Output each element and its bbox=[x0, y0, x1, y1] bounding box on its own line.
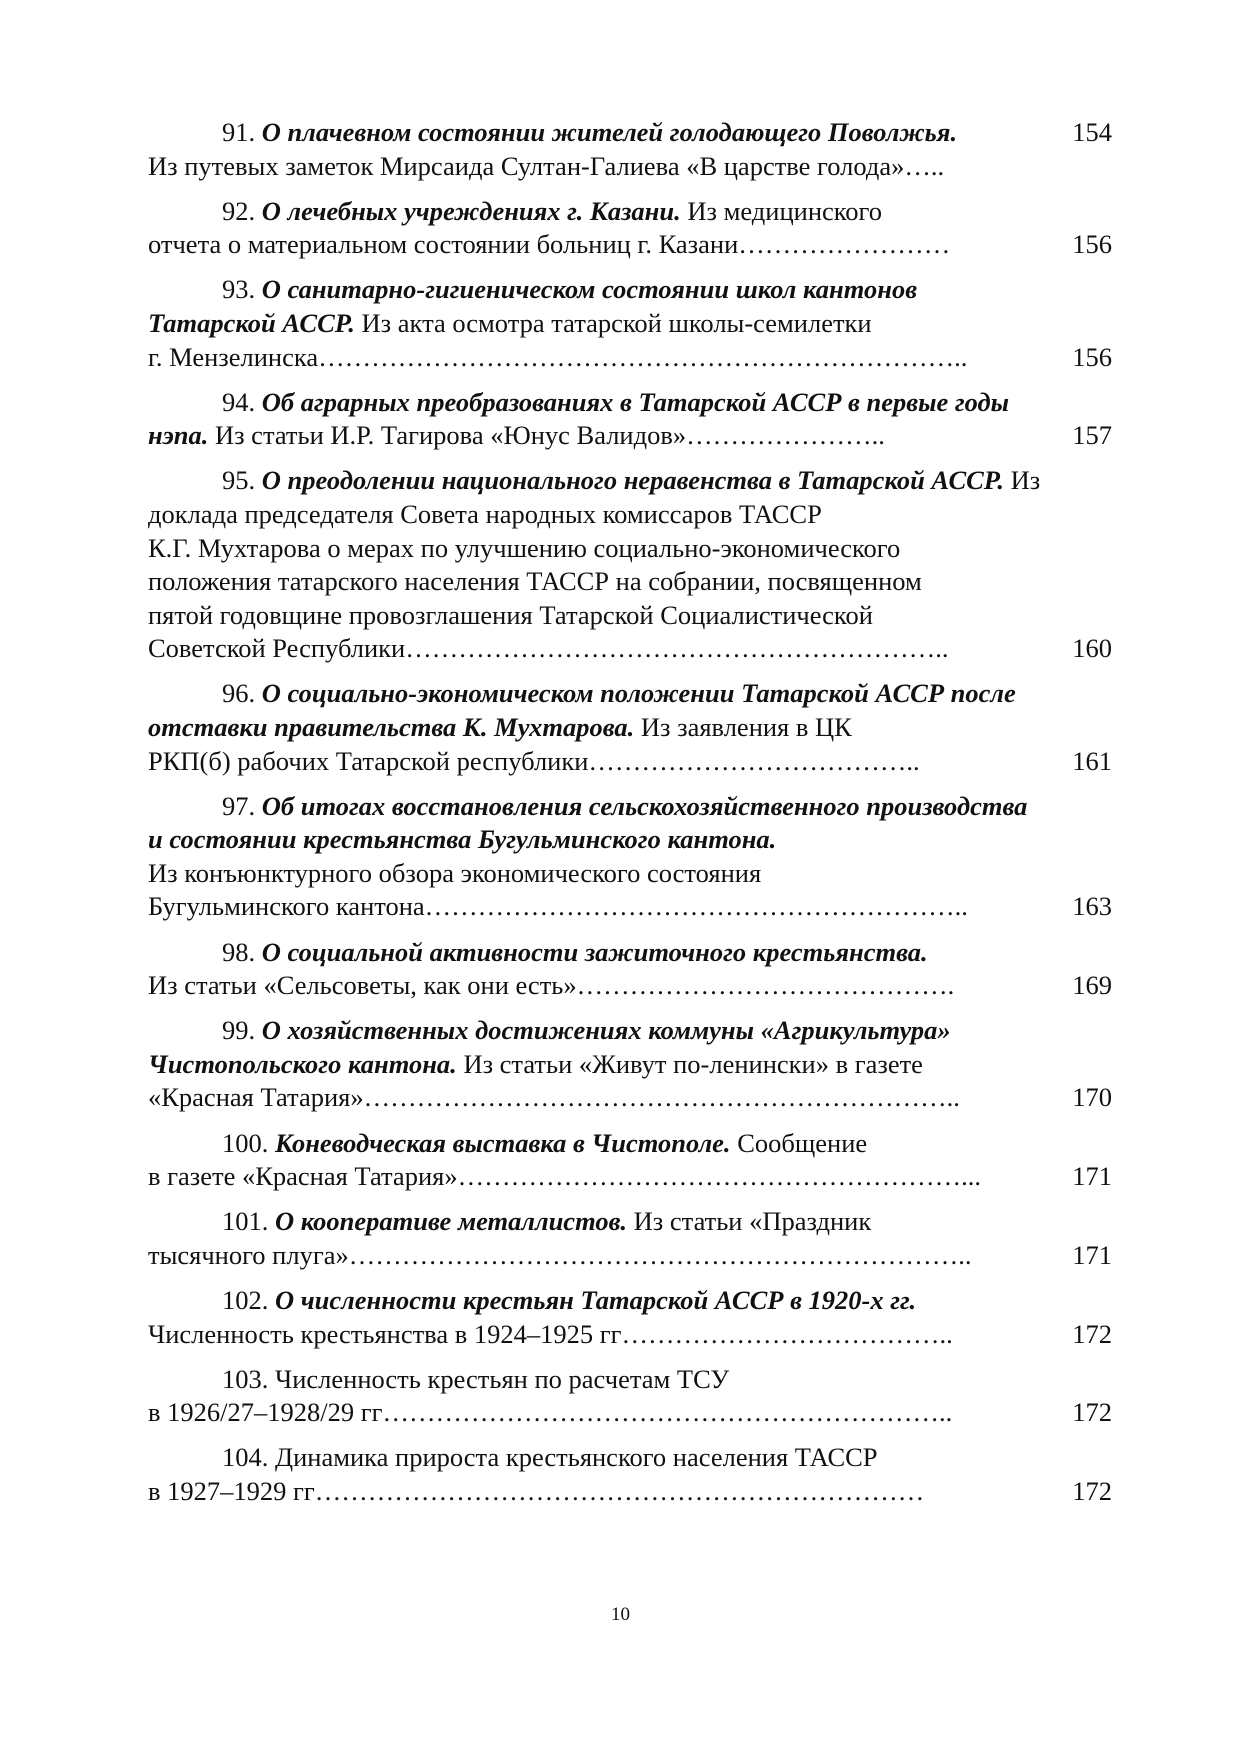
entry-number: 91. bbox=[222, 117, 256, 147]
entry-line: Из конъюнктурного обзора экономического состояния bbox=[148, 857, 762, 888]
entry-page-ref: 156 bbox=[1072, 229, 1112, 260]
entry-page-ref: 169 bbox=[1072, 970, 1112, 1001]
toc-entry-100 bbox=[148, 1127, 1112, 1194]
entry-title: Коневодческая выставка в Чистополе. bbox=[275, 1127, 731, 1158]
entry-line: пятой годовщине провозглашения Татарской Социалистической bbox=[148, 599, 873, 630]
entry-heading bbox=[148, 936, 1048, 970]
entry-page-ref: 154 bbox=[1072, 117, 1112, 147]
toc-entry-92 bbox=[148, 195, 1112, 262]
entry-page-ref: 172 bbox=[1072, 1397, 1112, 1428]
entry-line: положения татарского населения ТАССР на собрании, посвященном bbox=[148, 566, 922, 597]
entry-title: О социально-экономическом положении Татарской АССР после отставки правительства К. Мухтарова. bbox=[148, 678, 1016, 742]
table-of-contents bbox=[148, 116, 1112, 1520]
entry-line: РКП(б) рабочих Татарской республики……………………………….. bbox=[148, 745, 920, 776]
entry-line: Численность крестьянства в 1924–1925 гг……………………………….. bbox=[148, 1318, 953, 1349]
entry-heading bbox=[148, 790, 1048, 857]
entry-heading bbox=[148, 116, 1048, 150]
entry-title: О хозяйственных достижениях коммуны «Агрикультура» Чистопольского кантона. bbox=[148, 1015, 951, 1079]
entry-text: Сообщение bbox=[730, 1127, 868, 1158]
entry-text: Динамика прироста крестьянского населения ТАССР bbox=[268, 1442, 878, 1473]
entry-number: 103. bbox=[222, 1363, 269, 1394]
entry-line: Бугульминского кантона…………………………………………………….. bbox=[148, 891, 968, 922]
entry-title: О плачевном состоянии жителей голодающего Поволжья. bbox=[261, 117, 958, 147]
toc-entry-96 bbox=[148, 677, 1112, 778]
entry-line: в 1927–1929 гг…………………………………………………………… bbox=[148, 1475, 925, 1506]
entry-text: Из медицинского bbox=[680, 195, 883, 226]
entry-heading bbox=[148, 1205, 1048, 1239]
entry-number: 98. bbox=[222, 936, 256, 967]
page-number: 10 bbox=[611, 1604, 630, 1625]
entry-number: 92. bbox=[222, 195, 256, 226]
entry-page-ref: 161 bbox=[1072, 745, 1112, 776]
entry-line: в газете «Красная Татария»…………………………………………………... bbox=[148, 1161, 981, 1192]
entry-number: 97. bbox=[222, 790, 256, 821]
toc-entry-102 bbox=[148, 1284, 1112, 1351]
toc-entry-97 bbox=[148, 790, 1112, 924]
entry-page-ref: 172 bbox=[1072, 1318, 1112, 1349]
entry-number: 102. bbox=[222, 1284, 269, 1315]
entry-number: 104. bbox=[222, 1442, 269, 1473]
entry-line: Из путевых заметок Мирсаида Султан-Галиева «В царстве голода»….. bbox=[148, 150, 945, 181]
entry-number: 101. bbox=[222, 1206, 269, 1237]
entry-page-ref: 171 bbox=[1072, 1161, 1112, 1192]
entry-title: О лечебных учреждениях г. Казани. bbox=[261, 195, 681, 226]
entry-heading bbox=[148, 1363, 1048, 1397]
entry-title: О социальной активности зажиточного крестьянства. bbox=[261, 936, 928, 967]
entry-line: тысячного плуга»…………………………………………………………….. bbox=[148, 1239, 972, 1270]
entry-line: Советской Республики…………………………………………………….. bbox=[148, 633, 949, 664]
entry-heading bbox=[148, 273, 1048, 340]
entry-title: Об аграрных преобразованиях в Татарской АССР в первые годы нэпа. bbox=[148, 386, 1010, 451]
entry-line: г. Мензелинска……………………………………………………………….. bbox=[148, 341, 968, 372]
entry-page-ref: 157 bbox=[1072, 420, 1112, 451]
entry-title: О кооперативе металлистов. bbox=[275, 1206, 628, 1237]
entry-number: 94. bbox=[222, 386, 256, 417]
toc-entry-104 bbox=[148, 1441, 1112, 1508]
entry-heading bbox=[148, 1441, 1048, 1475]
toc-entry-95 bbox=[148, 464, 1112, 666]
entry-page-ref: 171 bbox=[1072, 1239, 1112, 1270]
entry-text: Из статьи «Праздник bbox=[627, 1206, 872, 1237]
entry-number: 95. bbox=[222, 465, 256, 496]
entry-page-ref: 156 bbox=[1072, 341, 1112, 372]
entry-text: Из акта осмотра татарской школы-семилетки bbox=[354, 307, 872, 338]
entry-heading bbox=[148, 195, 1048, 229]
entry-text: Из статьи И.Р. Тагирова «Юнус Валидов»………………….. bbox=[208, 420, 885, 451]
entry-text: Из статьи «Живут по-ленински» в газете bbox=[456, 1048, 923, 1079]
entry-heading bbox=[148, 1127, 1048, 1161]
entry-heading bbox=[148, 464, 1048, 531]
entry-line: в 1926/27–1928/29 гг……………………………………………………….. bbox=[148, 1397, 953, 1428]
entry-title: Об итогах восстановления сельскохозяйственного производства и состоянии крестьянства Бугульминского кантона. bbox=[148, 790, 1028, 855]
entry-page-ref: 163 bbox=[1072, 891, 1112, 922]
entry-line: К.Г. Мухтарова о мерах по улучшению социально-экономического bbox=[148, 532, 901, 563]
entry-text: Из заявления в ЦК bbox=[634, 712, 852, 742]
entry-page-ref: 172 bbox=[1072, 1475, 1112, 1506]
toc-entry-101 bbox=[148, 1205, 1112, 1272]
entry-title: О преодолении национального неравенства в Татарской АССР. bbox=[261, 465, 1004, 496]
entry-heading bbox=[148, 1284, 1048, 1318]
toc-entry-93 bbox=[148, 273, 1112, 374]
entry-page-ref: 170 bbox=[1072, 1082, 1112, 1113]
toc-entry-99 bbox=[148, 1014, 1112, 1115]
entry-page-ref: 160 bbox=[1072, 633, 1112, 664]
entry-line: Из статьи «Сельсоветы, как они есть»……………………………………. bbox=[148, 970, 955, 1001]
toc-entry-94 bbox=[148, 386, 1112, 453]
entry-text: Из доклада председателя Совета народных комиссаров ТАССР bbox=[148, 465, 1041, 529]
entry-line: «Красная Татария»………………………………………………………….. bbox=[148, 1082, 960, 1113]
entry-number: 96. bbox=[222, 678, 256, 709]
entry-heading bbox=[148, 386, 1048, 453]
entry-number: 93. bbox=[222, 274, 256, 305]
entry-number: 99. bbox=[222, 1015, 256, 1046]
entry-title: О численности крестьян Татарской АССР в 1920-х гг. bbox=[275, 1284, 917, 1315]
toc-entry-98 bbox=[148, 936, 1112, 1003]
entry-number: 100. bbox=[222, 1127, 269, 1158]
entry-line: отчета о материальном состоянии больниц г. Казани…………………… bbox=[148, 229, 951, 260]
toc-entry-103 bbox=[148, 1363, 1112, 1430]
entry-text: Численность крестьян по расчетам ТСУ bbox=[268, 1363, 730, 1394]
toc-entry-91 bbox=[148, 116, 1112, 183]
entry-heading bbox=[148, 677, 1048, 744]
entry-title: О санитарно-гигиеническом состоянии школ кантонов Татарской АССР. bbox=[148, 274, 918, 338]
entry-heading bbox=[148, 1014, 1048, 1081]
